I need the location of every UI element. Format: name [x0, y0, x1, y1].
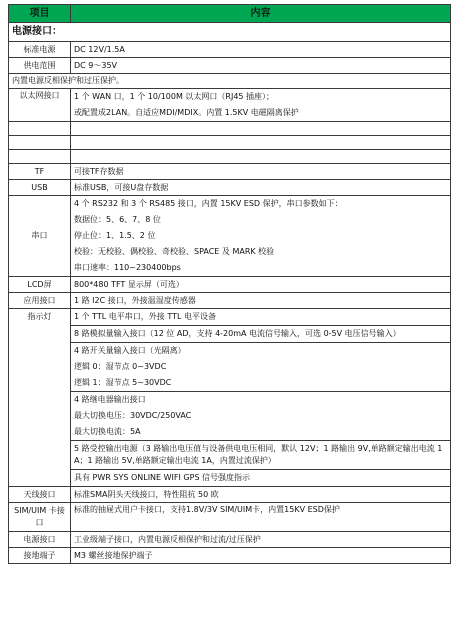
text-line: 校验：无校验、偶校验、奇校验、SPACE 及 MARK 校验	[74, 247, 275, 256]
table-row	[9, 164, 451, 180]
row-label: USB	[9, 180, 71, 196]
text-line: 1 个 TTL 电平串口，外接 TTL 电平设备	[74, 312, 216, 321]
empty-row	[9, 122, 451, 136]
header-content: 内容	[71, 5, 451, 23]
row-value: 标准SMA阴头天线接口，特性阻抗 50 欧	[71, 487, 451, 503]
row-value: M3 螺丝接地保护端子	[71, 548, 451, 564]
table-row	[9, 503, 451, 532]
row-label: 标准电源	[9, 42, 71, 58]
row-value: 800*480 TFT 显示屏（可选）	[71, 277, 451, 293]
row-value: 标准的抽屉式用户卡接口，支持1.8V/3V SIM/UIM卡，内置15KV ESD保护	[71, 503, 451, 532]
text-line: 1 个 WAN 口，1 个 10/100M 以太网口（RJ45 插座）；	[74, 92, 275, 101]
text-line: 具有 PWR SYS ONLINE WIFI GPS 信号强度指示	[74, 473, 251, 482]
text-line: 最大切换电流：5A	[74, 427, 141, 436]
row-value	[71, 196, 451, 277]
empty-row	[9, 136, 451, 150]
text-line: 5 路受控输出电源（3 路输出电压值与设备供电电压相同，默认 12V；1 路输出 9V,单路额定输出电流 1A；1 路输出 5V,单路额定输出电流 1A，内置过流保护）	[74, 444, 443, 465]
section-power: 电源接口：	[9, 23, 451, 42]
table-row	[9, 548, 451, 564]
row-value: 标准USB，可接U盘存数据	[71, 180, 451, 196]
row-label: 指示灯	[9, 309, 71, 487]
text-line: 停止位：1、1.5、2 位	[74, 231, 156, 240]
text-line: 逻辑 0：湿节点 0~3VDC	[74, 362, 167, 371]
table-row	[9, 42, 451, 58]
text-line: 串口速率：110~230400bps	[74, 263, 181, 272]
table-header	[9, 5, 451, 23]
text-line: 4 路继电器输出接口	[74, 395, 146, 404]
row-value: 可接TF存数据	[71, 164, 451, 180]
row-value: DC 12V/1.5A	[71, 42, 451, 58]
table-row	[9, 74, 451, 89]
row-value: 工业级端子接口，内置电源反相保护和过流/过压保护	[71, 532, 451, 548]
text-line: 4 路开关量输入接口（光隔离）	[74, 346, 186, 355]
row-value	[71, 309, 451, 487]
table-row	[9, 309, 451, 487]
table-row	[9, 293, 451, 309]
row-value: 1 路 I2C 接口，外接温湿度传感器	[71, 293, 451, 309]
row-label: 供电范围	[9, 58, 71, 74]
sub-block	[71, 391, 450, 440]
row-label: LCD屏	[9, 277, 71, 293]
protection-note: 内置电源反相保护和过压保护。	[9, 74, 451, 89]
sub-block	[71, 342, 450, 391]
row-label: 接地端子	[9, 548, 71, 564]
text-line: 4 个 RS232 和 3 个 RS485 接口，内置 15KV ESD 保护，串口参数如下：	[74, 199, 343, 208]
header-item: 项目	[9, 5, 71, 23]
row-label: 天线接口	[9, 487, 71, 503]
text-line: 最大切换电压：30VDC/250VAC	[74, 411, 192, 420]
row-label: 应用接口	[9, 293, 71, 309]
spec-table	[8, 4, 451, 564]
sub-block	[71, 469, 450, 486]
section-row	[9, 23, 451, 42]
spec-sheet	[8, 4, 450, 564]
sub-block	[71, 325, 450, 342]
row-label: SIM/UIM 卡接口	[9, 503, 71, 532]
row-label: 以太网接口	[9, 89, 71, 122]
sub-block	[71, 440, 450, 469]
text-line: 数据位：5、6、7、8 位	[74, 215, 161, 224]
table-row	[9, 89, 451, 122]
sub-block	[71, 309, 450, 325]
row-label: 串口	[9, 196, 71, 277]
table-row	[9, 277, 451, 293]
row-label: TF	[9, 164, 71, 180]
empty-row	[9, 150, 451, 164]
table-row	[9, 532, 451, 548]
text-line: 或配置成2LAN。自适应MDI/MDIX。内置 1.5KV 电磁隔离保护	[74, 108, 299, 117]
table-row	[9, 196, 451, 277]
table-row	[9, 58, 451, 74]
table-row	[9, 487, 451, 503]
text-line: 8 路模拟量输入接口（12 位 AD，支持 4-20mA 电流信号输入，可选 0-5V 电压信号输入）	[74, 329, 401, 338]
text-line: 逻辑 1：湿节点 5~30VDC	[74, 378, 172, 387]
row-label: 电源接口	[9, 532, 71, 548]
row-value: DC 9～35V	[71, 58, 451, 74]
row-value	[71, 89, 451, 122]
table-row	[9, 180, 451, 196]
